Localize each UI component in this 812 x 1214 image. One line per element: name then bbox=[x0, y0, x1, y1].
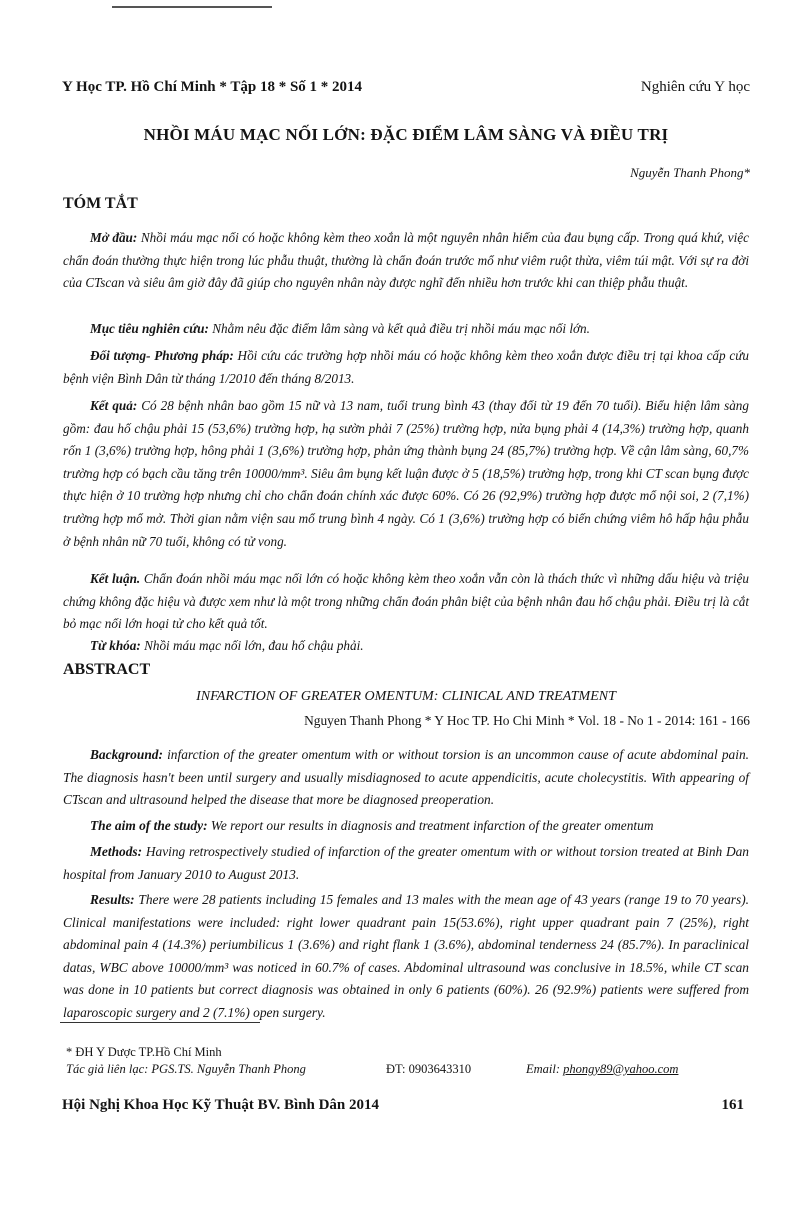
footnote-phone: ĐT: 0903643310 bbox=[386, 1062, 472, 1076]
abstract-citation: Nguyen Thanh Phong * Y Hoc TP. Ho Chi Minh * Vol. 18 - No 1 - 2014: 161 - 166 bbox=[304, 713, 750, 728]
email-link[interactable]: phongy89@yahoo.com bbox=[563, 1062, 679, 1076]
abstract-results bbox=[63, 889, 749, 1025]
summary-conclusion-label: Kết luận. bbox=[90, 571, 141, 586]
summary-methods-text: Hồi cứu các trường hợp nhồi máu có hoặc không kèm theo xoắn được điều trị tại khoa cấp cứu bệnh viện Bình Dân từ tháng 1/2010 đến tháng 8/2013. bbox=[63, 348, 750, 386]
summary-objective-label: Mục tiêu nghiên cứu: bbox=[90, 321, 209, 336]
footnote-email-label: Email: bbox=[526, 1062, 564, 1076]
summary-conclusion-text: Chẩn đoán nhồi máu mạc nối lớn có hoặc không kèm theo xoắn vẫn còn là thách thức vì những dấu hiệu và triệu chứng không đặc hiệu và được xem như là một trong những chẩn đoán phân biệt của bệnh nhân đau hố chậu phải. Điều trị là cắt bỏ mạc nối lớn hoại tử cho kết quả tốt. bbox=[63, 571, 749, 632]
abstract-aim-text: We report our results in diagnosis and treatment infarction of the greater omentum bbox=[207, 818, 654, 833]
summary-keywords bbox=[63, 635, 749, 658]
abstract-methods-label: Methods: bbox=[90, 844, 143, 859]
summary-conclusion bbox=[63, 568, 749, 636]
abstract-aim-label: The aim of the study: bbox=[90, 818, 208, 833]
summary-keywords-label: Từ khóa: bbox=[90, 638, 141, 653]
abstract-methods-text: Having retrospectively studied of infarction of the greater omentum with or without torsion treated at Binh Dan hospital from January 2010 to August 2013. bbox=[63, 844, 749, 882]
summary-intro bbox=[63, 227, 749, 295]
footnote-email bbox=[526, 1062, 678, 1077]
page-number: 161 bbox=[721, 1097, 744, 1113]
section-header: Nghiên cứu Y học bbox=[640, 79, 750, 95]
summary-keywords-text: Nhồi máu mạc nối lớn, đau hố chậu phải. bbox=[140, 638, 364, 653]
summary-results bbox=[63, 395, 749, 553]
abstract-aim bbox=[63, 815, 749, 838]
abstract-methods bbox=[63, 841, 749, 886]
abstract-results-label: Results: bbox=[90, 892, 135, 907]
summary-intro-text: Nhồi máu mạc nối có hoặc không kèm theo xoắn là một nguyên nhân hiếm của đau bụng cấp. Trong quá khứ, việc chẩn đoán thường thực hiện trong lúc phẫu thuật, thường là chẩn đoán trước mổ như viêm ruột thừa, viêm túi mật. Với sự ra đời của CTscan và siêu âm giờ đây đã giúp cho nguyên nhân này được nghĩ đến nhiều hơn trước khi can thiệp phẫu thuật. bbox=[63, 230, 750, 291]
abstract-background-label: Background: bbox=[90, 747, 163, 762]
summary-methods-label: Đối tượng- Phương pháp: bbox=[90, 348, 234, 363]
footer-conference: Hội Nghị Khoa Học Kỹ Thuật BV. Bình Dân 2014 bbox=[62, 1097, 380, 1113]
summary-methods bbox=[63, 345, 749, 390]
abstract-background-text: infarction of the greater omentum with or without torsion is an uncommon cause of acute abdominal pain. The diagnosis hasn't been until surgery and usually misdiagnosed to acute appendicitis, acute cholecystitis. With appearing of CTscan and ultrasound helped the disease that more be diagnosed preoperation. bbox=[63, 747, 749, 808]
journal-header: Y Học TP. Hồ Chí Minh * Tập 18 * Số 1 * 2014 bbox=[62, 79, 363, 95]
abstract-background bbox=[63, 744, 749, 812]
summary-results-text: Có 28 bệnh nhân bao gồm 15 nữ và 13 nam, tuổi trung bình 43 (thay đổi từ 19 đến 70 tuổi). Biểu hiện lâm sàng gồm: đau hố chậu phải 15 (53,6%) trường hợp, hạ sườn phải 7 (25%) trường hợp, nửa bụng phải 4 (14,3%) trường hợp, quanh rốn 1 (3,6%) trường hợp, hông phải 1 (3,6%) trường hợp, phản ứng thành bụng 24 (85,7%) trường hợp. Về cận lâm sàng, 60,7% trường hợp có bạch cầu tăng trên 10000/mm³. Siêu âm bụng kết luận được ở 5 (18,5%) trường hợp, trong khi CT scan bụng được thực hiện ở 10 trường hợp nhưng chỉ cho chẩn đoán chính xác được 60%. Có 26 (92,9%) trường hợp được mổ nội soi, 2 (7,1%) trường hợp mổ mở. Thời gian nằm viện sau mổ trung bình 4 ngày. Có 1 (3,6%) trường hợp có biến chứng viêm hô hấp hậu phẫu ở bệnh nhân nữ 70 tuổi, không có tử vong. bbox=[63, 398, 749, 549]
paper-title: NHỒI MÁU MẠC NỐI LỚN: ĐẶC ĐIỂM LÂM SÀNG VÀ ĐIỀU TRỊ bbox=[143, 125, 669, 144]
footnote-divider bbox=[60, 1022, 260, 1023]
footnote-contact bbox=[66, 1062, 716, 1080]
scan-mark bbox=[112, 0, 272, 8]
footnote-affiliation: * ĐH Y Dược TP.Hồ Chí Minh bbox=[66, 1045, 222, 1059]
summary-objective-text: Nhằm nêu đặc điểm lâm sàng và kết quả điều trị nhồi máu mạc nối lớn. bbox=[208, 321, 590, 336]
summary-intro-label: Mở đầu: bbox=[90, 230, 138, 245]
abstract-heading: ABSTRACT bbox=[63, 661, 151, 678]
author: Nguyễn Thanh Phong* bbox=[630, 165, 750, 180]
abstract-results-text: There were 28 patients including 15 females and 13 males with the mean age of 43 years (range 19 to 70 years). Clinical manifestations were included: right lower quadrant pain 15(53.6%), right upper quadrant pain 7 (25%), right abdominal pain 4 (14.3%) periumbilicus 1 (3.6%) and right flank 1 (3.6%), abdominal tenderness 24 (85.7%). In paraclinical datas, WBC above 10000/mm³ was noticed in 60.7% of cases. Abdominal ultrasound was conclusive in 18.5%, while CT scan was done in 10 patients but correct diagnosis was obtained in only 6 patients (60%). 26 (92.9%) patients were suffered from laparoscopic surgery and 2 (7.1%) open surgery. bbox=[63, 892, 749, 1020]
summary-objective bbox=[63, 318, 749, 341]
summary-heading: TÓM TẮT bbox=[63, 195, 138, 212]
footnote-contact-author: Tác giả liên lạc: PGS.TS. Nguyễn Thanh Phong bbox=[66, 1062, 306, 1076]
abstract-title: INFARCTION OF GREATER OMENTUM: CLINICAL AND TREATMENT bbox=[196, 689, 616, 704]
summary-results-label: Kết quả: bbox=[90, 398, 138, 413]
